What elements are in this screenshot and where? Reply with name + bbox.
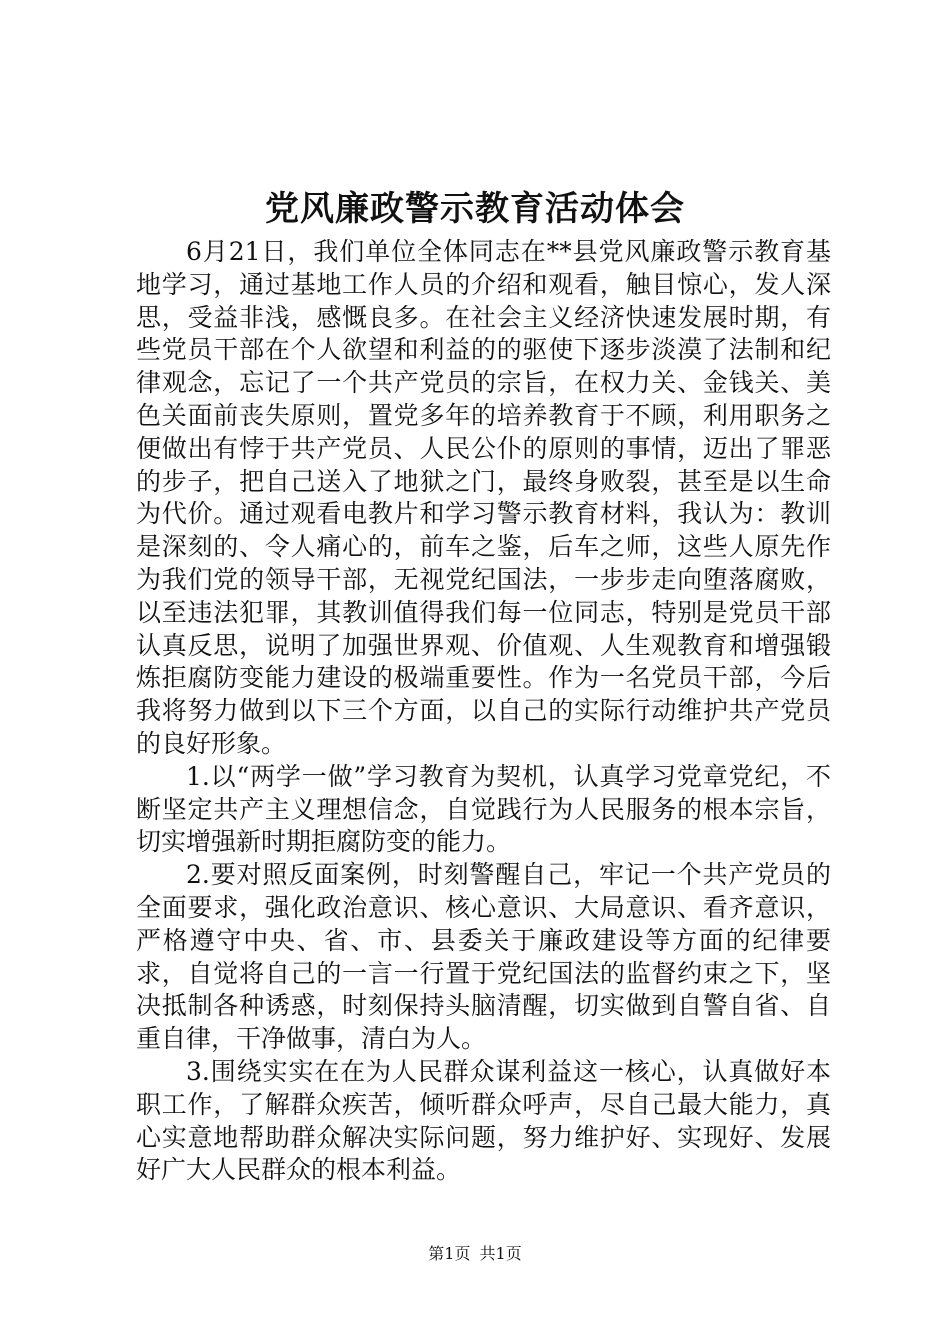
paragraph-point-1: 1.以“两学一做”学习教育为契机，认真学习党章党纪，不断坚定共产主义理想信念，自觉践行为人民服务的根本宗旨，切实增强新时期拒腐防变的能力。 — [136, 761, 831, 857]
page-number-current: 第1页 — [428, 1244, 471, 1263]
paragraph-point-3: 3.围绕实实在在为人民群众谋利益这一核心，认真做好本职工作，了解群众疾苦，倾听群众呼声，尽自己最大能力，真心实意地帮助群众解决实际问题，努力维护好、实现好、发展好广大人民群众的根本利益。 — [136, 1056, 831, 1185]
document-title: 党风廉政警示教育活动体会 — [265, 189, 685, 229]
page-number-total: 共1页 — [479, 1244, 522, 1263]
page-footer — [0, 1242, 950, 1266]
paragraph-point-2: 2.要对照反面案例，时刻警醒自己，牢记一个共产党员的全面要求，强化政治意识、核心意识、大局意识、看齐意识，严格遵守中央、省、市、县委关于廉政建设等方面的纪律要求，自觉将自己的一言一行置于党纪国法的监督约束之下，坚决抵制各种诱惑，时刻保持头脑清醒，切实做到自警自省、自重自律，干净做事，清白为人。 — [136, 860, 831, 1054]
paragraph-intro: 6月21日，我们单位全体同志在**县党风廉政警示教育基地学习，通过基地工作人员的介绍和观看，触目惊心，发人深思，受益非浅，感慨良多。在社会主义经济快速发展时期，有些党员干部在个人欲望和利益的的驱使下逐步淡漠了法制和纪律观念，忘记了一个共产党员的宗旨，在权力关、金钱关、美色关面前丧失原则，置党多年的培养教育于不顾，利用职务之便做出有悖于共产党员、人民公仆的原则的事情，迈出了罪恶的步子，把自己送入了地狱之门，最终身败裂，甚至是以生命为代价。通过观看电教片和学习警示教育材料，我认为：教训是深刻的、令人痛心的，前车之鉴，后车之师，这些人原先作为我们党的领导干部，无视党纪国法，一步步走向堕落腐败，以至违法犯罪，其教训值得我们每一位同志，特别是党员干部认真反思，说明了加强世界观、价值观、人生观教育和增强锻炼拒腐防变能力建设的极端重要性。作为一名党员干部，今后我将努力做到以下三个方面，以自己的实际行动维护共产党员的良好形象。 — [136, 237, 831, 758]
document-body — [136, 236, 831, 1187]
